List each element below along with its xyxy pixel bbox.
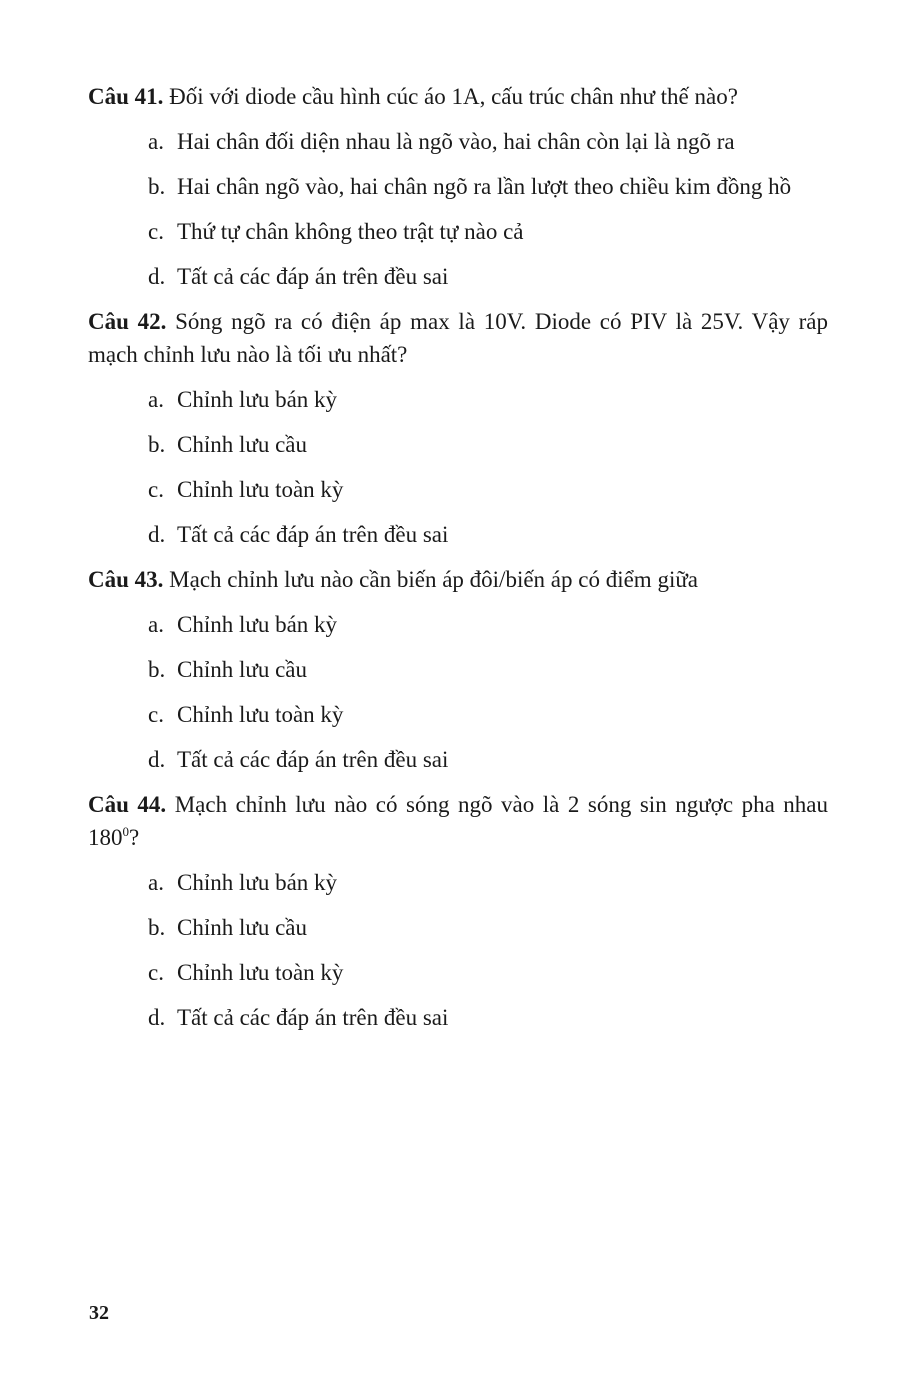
option-text: Tất cả các đáp án trên đều sai	[177, 522, 449, 547]
option-text: Chỉnh lưu cầu	[177, 432, 308, 457]
question-44	[88, 788, 828, 1034]
question-41	[88, 80, 828, 293]
option-text: Chỉnh lưu toàn kỳ	[177, 477, 344, 502]
question-text	[88, 563, 828, 596]
option-text: Chỉnh lưu bán kỳ	[177, 387, 338, 412]
option-c	[88, 473, 828, 506]
option-text: Tất cả các đáp án trên đều sai	[177, 747, 449, 772]
option-text: Thứ tự chân không theo trật tự nào cả	[177, 219, 524, 244]
option-letter: a.	[148, 870, 164, 895]
question-body-end: ?	[129, 825, 140, 850]
option-text: Tất cả các đáp án trên đều sai	[177, 264, 449, 289]
page-content	[88, 80, 828, 1046]
option-text: Chỉnh lưu bán kỳ	[177, 870, 338, 895]
option-text: Hai chân ngõ vào, hai chân ngõ ra lần lượt theo chiều kim đồng hồ	[177, 174, 792, 199]
option-letter: c.	[148, 960, 164, 985]
question-text	[88, 788, 828, 854]
option-letter: a.	[148, 387, 164, 412]
option-list	[88, 866, 828, 1034]
option-letter: d.	[148, 747, 166, 772]
option-a	[88, 866, 828, 899]
option-text: Chỉnh lưu toàn kỳ	[177, 702, 344, 727]
question-text	[88, 80, 828, 113]
option-letter: c.	[148, 477, 164, 502]
question-body: Mạch chỉnh lưu nào có sóng ngõ vào là 2 sóng sin ngược pha nhau 180	[88, 792, 829, 850]
option-b	[88, 653, 828, 686]
question-text	[88, 305, 828, 371]
option-letter: d.	[148, 1005, 166, 1030]
option-a	[88, 383, 828, 416]
option-text: Chỉnh lưu cầu	[177, 915, 308, 940]
option-d	[88, 518, 828, 551]
option-a	[88, 608, 828, 641]
option-letter: d.	[148, 264, 166, 289]
option-b	[88, 170, 828, 203]
option-c	[88, 956, 828, 989]
question-body: Mạch chỉnh lưu nào cần biến áp đôi/biến áp có điểm giữa	[169, 567, 699, 592]
option-letter: b.	[148, 657, 166, 682]
option-c	[88, 215, 828, 248]
option-letter: c.	[148, 702, 164, 727]
option-d	[88, 743, 828, 776]
question-body: Sóng ngõ ra có điện áp max là 10V. Diode có PIV là 25V. Vậy ráp mạch chỉnh lưu nào là tối ưu nhất?	[88, 309, 829, 367]
option-letter: b.	[148, 915, 166, 940]
option-letter: b.	[148, 432, 166, 457]
option-letter: b.	[148, 174, 166, 199]
option-letter: a.	[148, 129, 164, 154]
option-list	[88, 608, 828, 776]
option-letter: a.	[148, 612, 164, 637]
question-label: Câu 41.	[88, 84, 164, 109]
option-a	[88, 125, 828, 158]
option-text: Chỉnh lưu bán kỳ	[177, 612, 338, 637]
option-b	[88, 428, 828, 461]
option-letter: d.	[148, 522, 166, 547]
option-d	[88, 1001, 828, 1034]
option-c	[88, 698, 828, 731]
option-text: Tất cả các đáp án trên đều sai	[177, 1005, 449, 1030]
question-label: Câu 44.	[88, 792, 167, 817]
option-text: Chỉnh lưu cầu	[177, 657, 308, 682]
superscript-degree: 0	[122, 824, 129, 839]
option-list	[88, 383, 828, 551]
option-list	[88, 125, 828, 293]
option-text: Chỉnh lưu toàn kỳ	[177, 960, 344, 985]
option-text: Hai chân đối diện nhau là ngõ vào, hai chân còn lại là ngõ ra	[177, 129, 735, 154]
question-label: Câu 42.	[88, 309, 167, 334]
option-d	[88, 260, 828, 293]
option-b	[88, 911, 828, 944]
page-number: 32	[89, 1302, 109, 1324]
option-letter: c.	[148, 219, 164, 244]
question-42	[88, 305, 828, 551]
question-label: Câu 43.	[88, 567, 164, 592]
question-43	[88, 563, 828, 776]
question-body: Đối với diode cầu hình cúc áo 1A, cấu trúc chân như thế nào?	[169, 84, 738, 109]
